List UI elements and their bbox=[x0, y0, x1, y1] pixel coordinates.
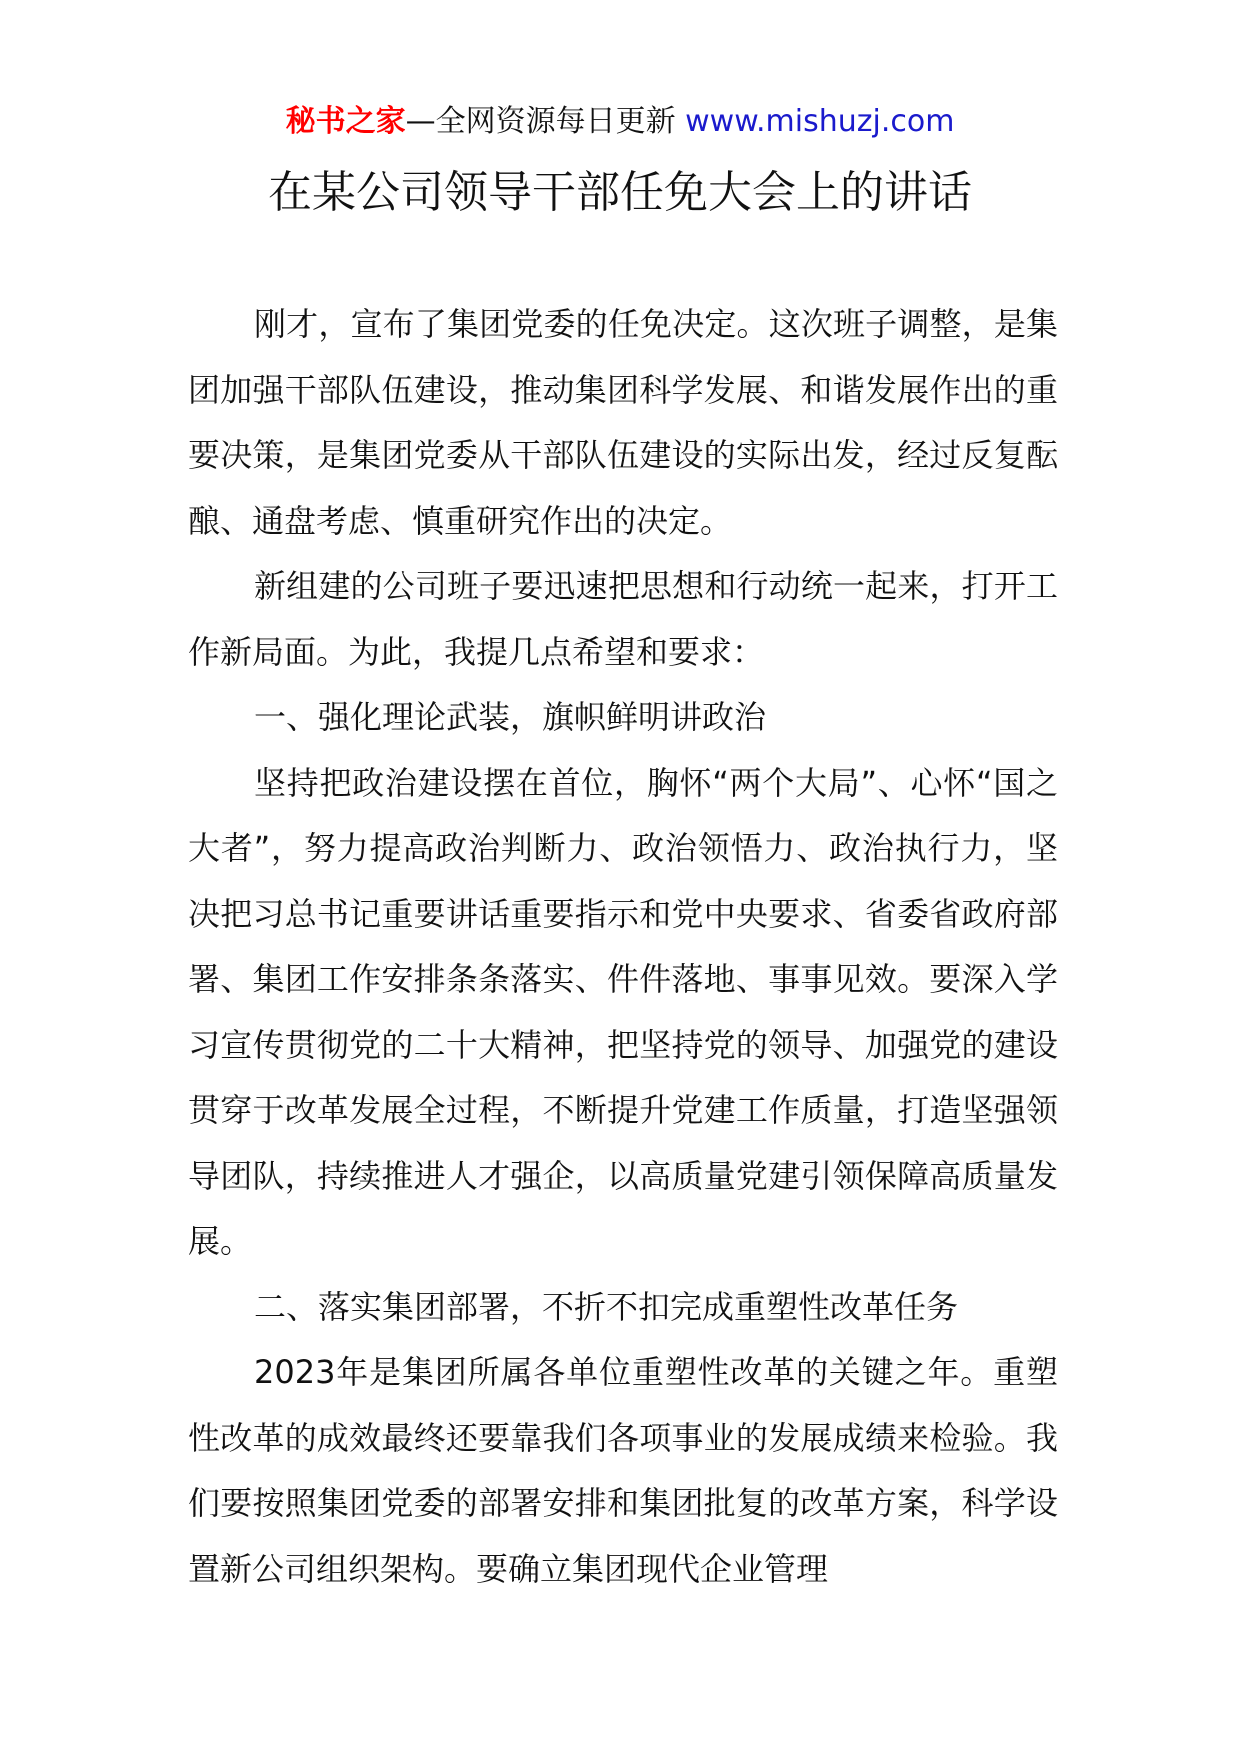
site-url-link[interactable]: www.mishuzj.com bbox=[685, 104, 955, 139]
site-header bbox=[0, 102, 1240, 142]
document-body bbox=[188, 292, 1058, 1602]
paragraph-section-2: 2023年是集团所属各单位重塑性改革的关键之年。重塑性改革的成效最终还要靠我们各项事业的发展成绩来检验。我们要按照集团党委的部署安排和集团批复的改革方案，科学设置新公司组织架构。要确立集团现代企业管理 bbox=[188, 1353, 1058, 1588]
section-heading-2: 二、落实集团部署，不折不扣完成重塑性改革任务 bbox=[254, 1287, 959, 1326]
paragraph-section-1: 坚持把政治建设摆在首位，胸怀“两个大局”、心怀“国之大者”，努力提高政治判断力、政治领悟力、政治执行力，坚决把习总书记重要讲话重要指示和党中央要求、省委省政府部署、集团工作安排条条落实、件件落地、事事见效。要深入学习宣传贯彻党的二十大精神，把坚持党的领导、加强党的建设贯穿于改革发展全过程，不断提升党建工作质量，打造坚强领导团队，持续推进人才强企，以高质量党建引领保障高质量发展。 bbox=[188, 763, 1058, 1260]
paragraph-requirements-intro: 新组建的公司班子要迅速把思想和行动统一起来，打开工作新局面。为此，我提几点希望和要求： bbox=[188, 567, 1058, 671]
header-tagline: —全网资源每日更新 bbox=[405, 104, 676, 139]
section-heading-1: 一、强化理论武装，旗帜鲜明讲政治 bbox=[254, 698, 767, 736]
paragraph-intro: 刚才，宣布了集团党委的任免决定。这次班子调整，是集团加强干部队伍建设，推动集团科学发展、和谐发展作出的重要决策，是集团党委从干部队伍建设的实际出发，经过反复酝酿、通盘考虑、慎重研究作出的决定。 bbox=[188, 305, 1058, 540]
document-title: 在某公司领导干部任免大会上的讲话 bbox=[268, 167, 972, 218]
brand-name: 秘书之家 bbox=[285, 104, 406, 139]
